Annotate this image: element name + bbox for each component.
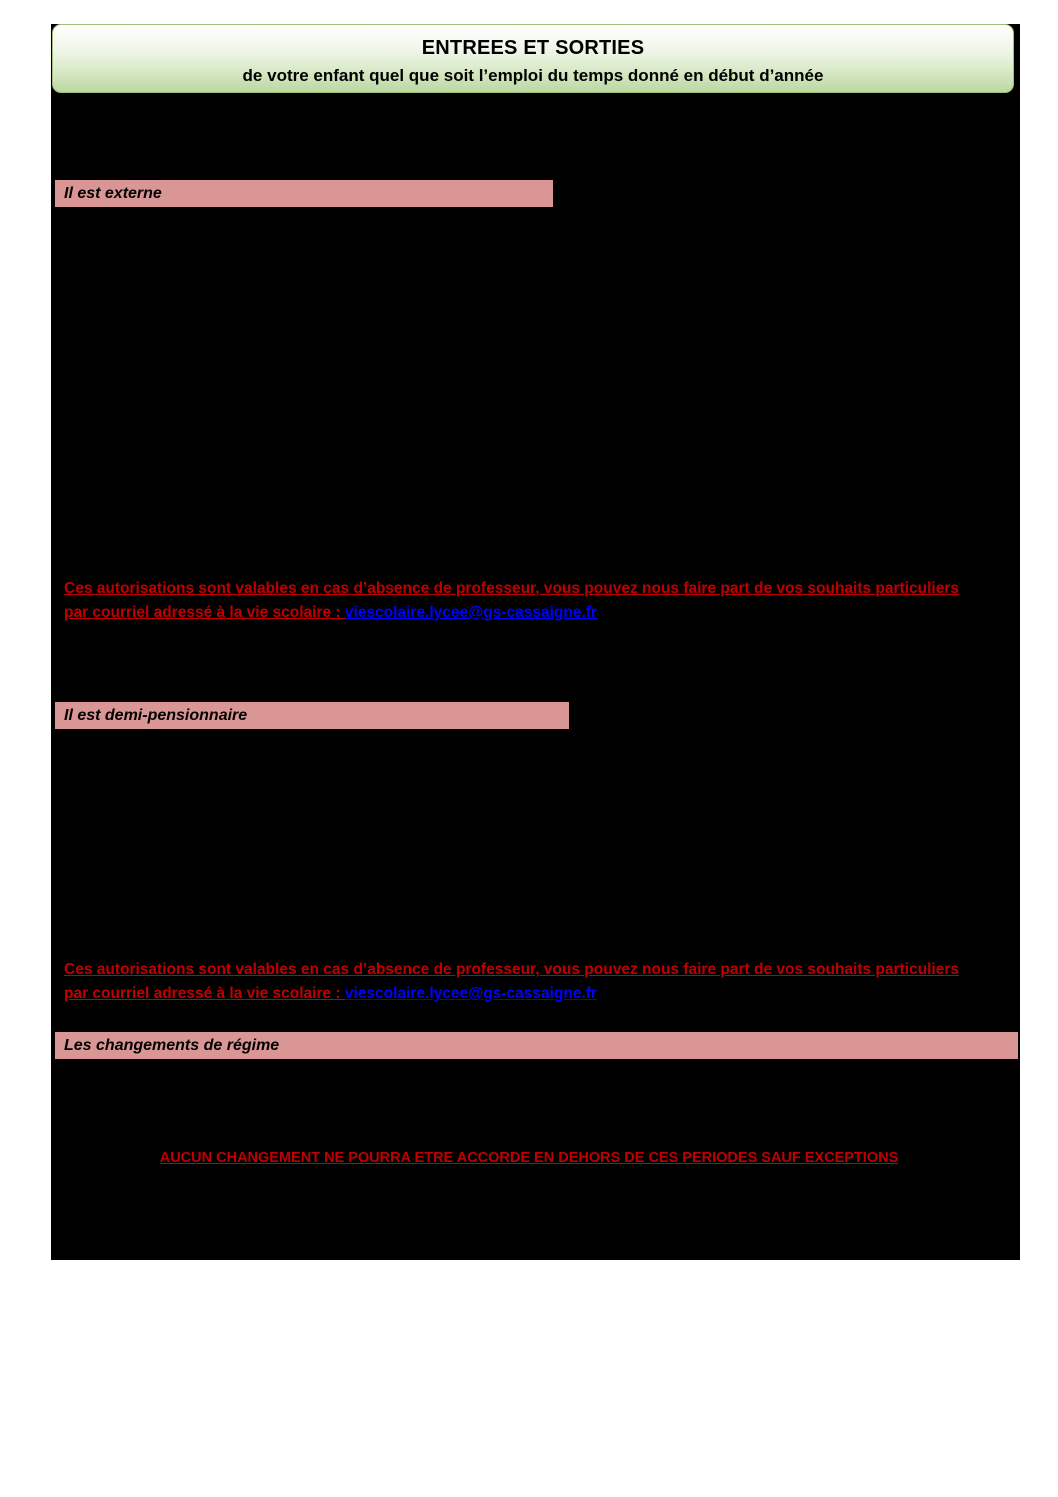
authorization-note-externe (64, 577, 984, 625)
page-title: ENTREES ET SORTIES (421, 37, 645, 59)
regime-change-warning: AUCUN CHANGEMENT NE POURRA ETRE ACCORDE EN DEHORS DE CES PERIODES SAUF EXCEPTIONS (159, 1150, 899, 1166)
page-subtitle: de votre enfant quel que soit l’emploi du temps donné en début d’année (242, 66, 824, 85)
authorization-note-text: Ces autorisations sont valables en cas d’absence de professeur, vous pouvez nous faire part de vos souhaits particuliers par courriel adressé à la vie scolaire : (64, 961, 959, 1002)
section-header-demi-pensionnaire: Il est demi-pensionnaire (55, 702, 569, 729)
section-header-changements: Les changements de régime (55, 1032, 1018, 1059)
email-link[interactable]: viescolaire.lycee@gs-cassaigne.fr (344, 985, 597, 1002)
authorization-note-demi-pensionnaire (64, 958, 984, 1006)
authorization-note-text: Ces autorisations sont valables en cas d’absence de professeur, vous pouvez nous faire part de vos souhaits particuliers par courriel adressé à la vie scolaire : (64, 580, 959, 621)
email-link[interactable]: viescolaire.lycee@gs-cassaigne.fr (344, 604, 597, 621)
section-header-externe: Il est externe (55, 180, 553, 207)
redacted-content-block (51, 24, 1020, 1260)
page-header (52, 24, 1014, 93)
